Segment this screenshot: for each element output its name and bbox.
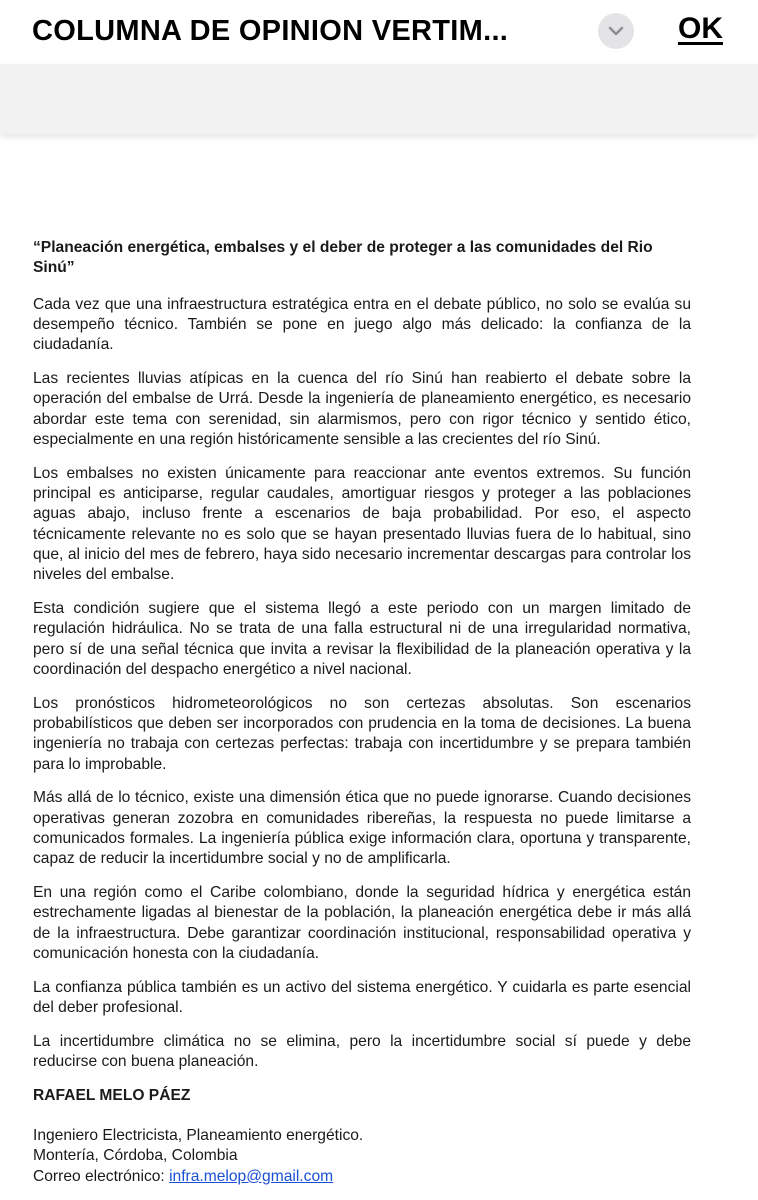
- toolbar-area: [0, 64, 758, 134]
- paragraph: La confianza pública también es un activo del sistema energético. Y cuidarla es parte esencial del deber profesional.: [33, 978, 691, 1016]
- paragraph: Más allá de lo técnico, existe una dimensión ética que no puede ignorarse. Cuando decisiones operativas generan zozobra en comunidades ribereñas, la respuesta no puede limitarse a comunicados formales. La ingeniería pública exige información clara, oportuna y transparente, capaz de reducir la incertidumbre social y no de amplificarla.: [33, 789, 691, 868]
- paragraph: Cada vez que una infraestructura estratégica entra en el debate público, no solo se evalúa su desempeño técnico. También se pone en juego algo más delicado: la confianza de la ciudadanía.: [33, 295, 691, 354]
- title-menu-button[interactable]: [598, 13, 634, 49]
- paragraph: La incertidumbre climática no se elimina, pero la incertidumbre social sí puede y debe reducirse con buena planeación.: [33, 1032, 691, 1071]
- email-link[interactable]: infra.melop@gmail.com: [169, 1167, 334, 1185]
- paragraph: Los embalses no existen únicamente para reaccionar ante eventos extremos. Su función principal es anticiparse, regular caudales, amortiguar riesgos y proteger a las poblaciones aguas abajo, incluso frente a escenarios de baja probabilidad. Por eso, el aspecto técnicamente relevante no es solo que se hayan presentado lluvias fuera de lo habitual, sino que, al inicio del mes de febrero, haya sido necesario incrementar descargas para controlar los niveles del embalse.: [33, 464, 691, 584]
- document-title: COLUMNA DE OPINION VERTIM...: [32, 15, 509, 47]
- author-location: Montería, Córdoba, Colombia: [33, 1147, 238, 1165]
- chevron-down-icon: [608, 26, 624, 36]
- author-name: RAFAEL MELO PÁEZ: [33, 1086, 191, 1104]
- author-email-line: [33, 1167, 691, 1187]
- paragraph: En una región como el Caribe colombiano, donde la seguridad hídrica y energética están estrechamente ligadas al bienestar de la población, la planeación energética debe ir más allá de la infraestructura. Debe garantizar coordinación institucional, responsabilidad operativa y comunicación honesta con la ciudadanía.: [33, 884, 691, 962]
- email-label: Correo electrónico:: [33, 1167, 170, 1185]
- article-heading: “Planeación energética, embalses y el deber de proteger a las comunidades del Rio Sinú”: [33, 239, 653, 277]
- document-header: [0, 0, 758, 64]
- author-role: Ingeniero Electricista, Planeamiento energético.: [33, 1127, 364, 1145]
- paragraph: Las recientes lluvias atípicas en la cuenca del río Sinú han reabierto el debate sobre la operación del embalse de Urrá. Desde la ingeniería de planeamiento energético, es necesario abordar este tema con serenidad, sin alarmismos, pero con rigor técnico y sentido ético, especialmente en una región históricamente sensible a las crecientes del río Sinú.: [33, 369, 691, 448]
- ok-button[interactable]: OK: [678, 12, 723, 45]
- paragraph: Los pronósticos hidrometeorológicos no son certezas absolutas. Son escenarios probabilísticos que deben ser incorporados con prudencia en la toma de decisiones. La buena ingeniería no trabaja con certezas perfectas: trabaja con incertidumbre y se prepara también para lo improbable.: [33, 694, 691, 773]
- paragraph: Esta condición sugiere que el sistema llegó a este periodo con un margen limitado de regulación hidráulica. No se trata de una falla estructural ni de una irregularidad normativa, pero sí de una señal técnica que invita a revisar la flexibilidad de la planeación operativa y la coordinación del despacho energético a nivel nacional.: [33, 599, 691, 678]
- article-body: [33, 238, 691, 1187]
